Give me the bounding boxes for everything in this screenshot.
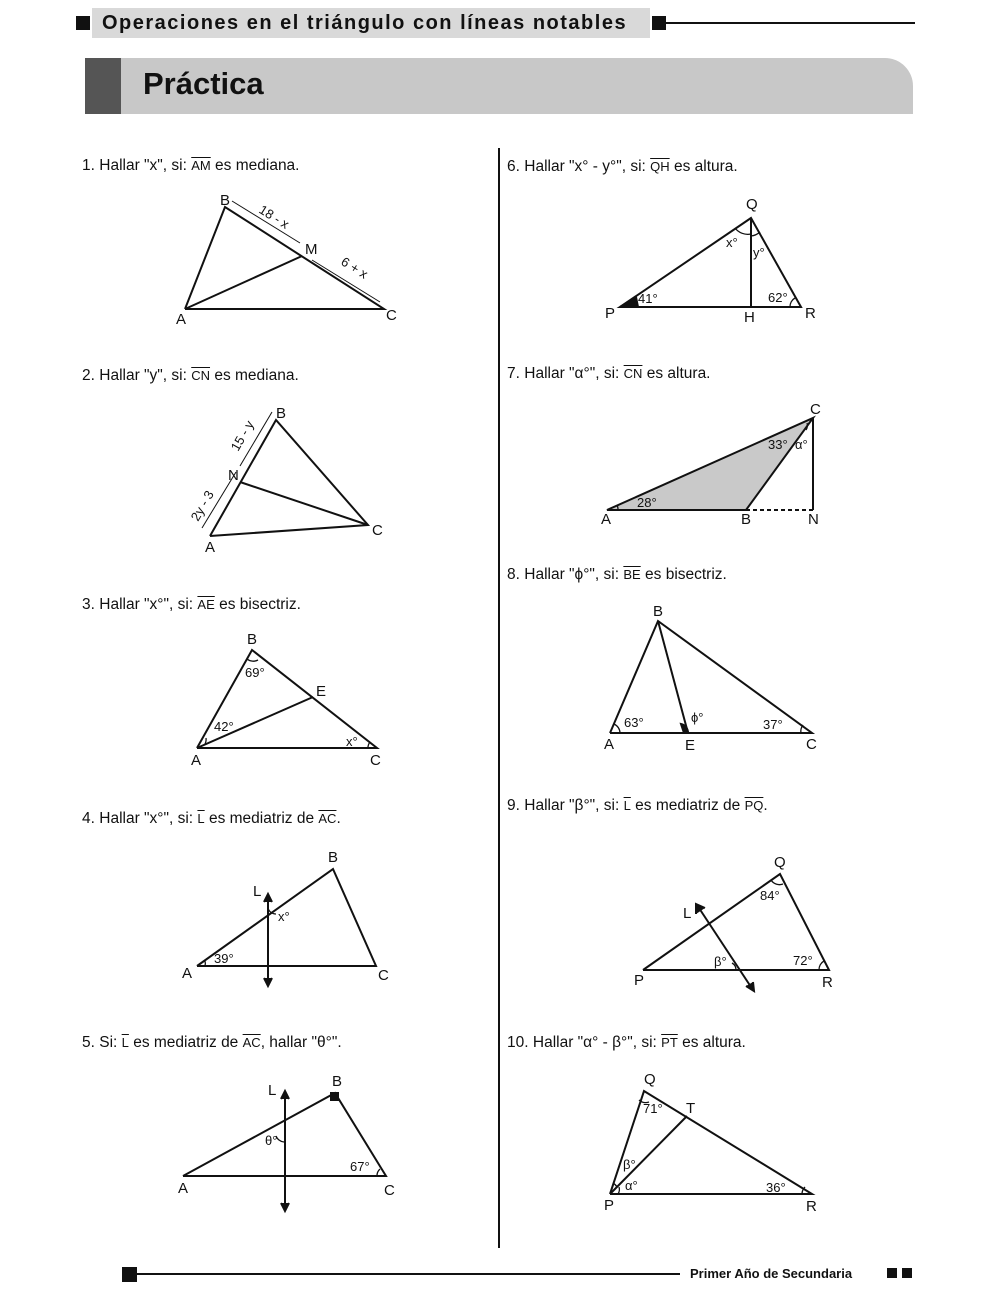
f2-side-NB: 15 - y <box>227 417 257 454</box>
figure-2 <box>202 412 368 536</box>
f10-angle-beta: β° <box>623 1157 636 1172</box>
problem-7: 7. Hallar "α°", si: $\overline{CN}$ es altura. <box>507 365 711 382</box>
problem-1: 1. Hallar "x", si: $\overline{AM}$ es mediana. <box>82 157 300 174</box>
f3-angle-C: x° <box>346 734 358 749</box>
f6-label-P: P <box>605 305 616 322</box>
f8-angle-A: 63° <box>624 715 644 730</box>
figure-5 <box>183 1091 386 1211</box>
f6-label-R: R <box>805 305 816 322</box>
f9-label-P: P <box>634 972 645 989</box>
f3-label-A: A <box>191 752 202 769</box>
f6-angle-x: x° <box>726 235 738 250</box>
f4-label-L: L <box>253 883 262 900</box>
f10-angle-R: 36° <box>766 1180 786 1195</box>
f6-label-H: H <box>744 309 755 326</box>
f7-label-C: C <box>810 401 821 418</box>
f8-label-C: C <box>806 736 817 753</box>
problem-9: 9. Hallar "β°", si: $\overline{L}$ es mediatriz de $\overline{PQ}$. <box>507 797 768 814</box>
f3-label-C: C <box>370 752 381 769</box>
problem-4: 4. Hallar "x°", si: $\overline{L}$ es mediatriz de $\overline{AC}$. <box>82 810 341 827</box>
f2-side-AN: 2y - 3 <box>187 487 217 524</box>
f6-angle-y: y° <box>753 245 765 260</box>
f2-label-N: N <box>228 467 239 484</box>
f7-angle-A: 28° <box>637 495 657 510</box>
f9-label-R: R <box>822 974 833 991</box>
f9-label-Q: Q <box>774 854 786 871</box>
f8-angle-phi: ϕ° <box>691 710 704 725</box>
f8-label-A: A <box>604 736 615 753</box>
f4-angle-x: x° <box>278 909 290 924</box>
f5-angle-C: 67° <box>350 1159 370 1174</box>
problem-6: 6. Hallar "x° - y°", si: $\overline{QH}$ es altura. <box>507 158 738 175</box>
f7-label-B: B <box>741 511 752 528</box>
figure-4 <box>197 869 376 986</box>
footer-square-left <box>122 1267 137 1282</box>
f5-angle-theta: θ° <box>265 1133 278 1148</box>
f5-label-L: L <box>268 1082 277 1099</box>
section-title: Práctica <box>143 66 264 101</box>
f5-label-B: B <box>332 1073 343 1090</box>
f10-label-T: T <box>686 1100 696 1117</box>
f1-label-M: M <box>305 241 318 258</box>
f5-label-A: A <box>178 1180 189 1197</box>
f6-angle-P: 41° <box>638 291 658 306</box>
f1-side-BM: 18 - x <box>256 201 292 232</box>
f6-label-Q: Q <box>746 196 758 213</box>
f1-label-B: B <box>220 192 231 209</box>
figure-9 <box>643 874 829 991</box>
f7-angle-C: 33° <box>768 437 788 452</box>
f8-label-B: B <box>653 603 664 620</box>
f10-label-Q: Q <box>644 1071 656 1088</box>
f8-angle-C: 37° <box>763 717 783 732</box>
f10-label-R: R <box>806 1198 817 1215</box>
f8-label-E: E <box>685 737 696 754</box>
footer-rule <box>136 1273 680 1275</box>
f4-label-A: A <box>182 965 193 982</box>
f6-angle-R: 62° <box>768 290 788 305</box>
page-header-title: Operaciones en el triángulo con líneas notables <box>92 8 650 38</box>
f9-angle-R: 72° <box>793 953 813 968</box>
f1-label-C: C <box>386 307 397 324</box>
f7-angle-alpha: α° <box>795 437 808 452</box>
footer-square-1 <box>887 1268 897 1278</box>
f9-angle-beta: β° <box>714 954 727 969</box>
footer-text: Primer Año de Secundaria <box>690 1266 853 1281</box>
f10-angle-alpha: α° <box>625 1178 638 1193</box>
f5-label-C: C <box>384 1182 395 1199</box>
f4-label-C: C <box>378 967 389 984</box>
f3-label-E: E <box>316 683 327 700</box>
problem-2: 2. Hallar "y", si: $\overline{CN}$ es mediana. <box>82 367 299 384</box>
f9-angle-Q: 84° <box>760 888 780 903</box>
f2-label-A: A <box>205 539 216 556</box>
f7-label-N: N <box>808 511 819 528</box>
problem-3: 3. Hallar "x°", si: $\overline{AE}$ es bisectriz. <box>82 596 301 613</box>
f4-label-B: B <box>328 849 339 866</box>
problem-10: 10. Hallar "α° - β°", si: $\overline{PT}$ es altura. <box>507 1034 746 1051</box>
problem-8: 8. Hallar "ϕ°", si: $\overline{BE}$ es bisectriz. <box>507 566 727 583</box>
f10-angle-Q: 71° <box>643 1101 663 1116</box>
f1-label-A: A <box>176 311 187 328</box>
f2-label-C: C <box>372 522 383 539</box>
f1-side-MC: 6 + x <box>338 253 371 282</box>
f10-label-P: P <box>604 1197 615 1214</box>
f3-angle-A: 42° <box>214 719 234 734</box>
figure-10 <box>610 1091 812 1194</box>
footer-square-2 <box>902 1268 912 1278</box>
f3-angle-B: 69° <box>245 665 265 680</box>
problem-5: 5. Si: $\overline{L}$ es mediatriz de $\overline{AC}$, hallar "θ°". <box>82 1034 342 1051</box>
f2-label-B: B <box>276 405 287 422</box>
f3-label-B: B <box>247 631 258 648</box>
f7-label-A: A <box>601 511 612 528</box>
f4-angle-A: 39° <box>214 951 234 966</box>
f9-label-L: L <box>683 905 692 922</box>
